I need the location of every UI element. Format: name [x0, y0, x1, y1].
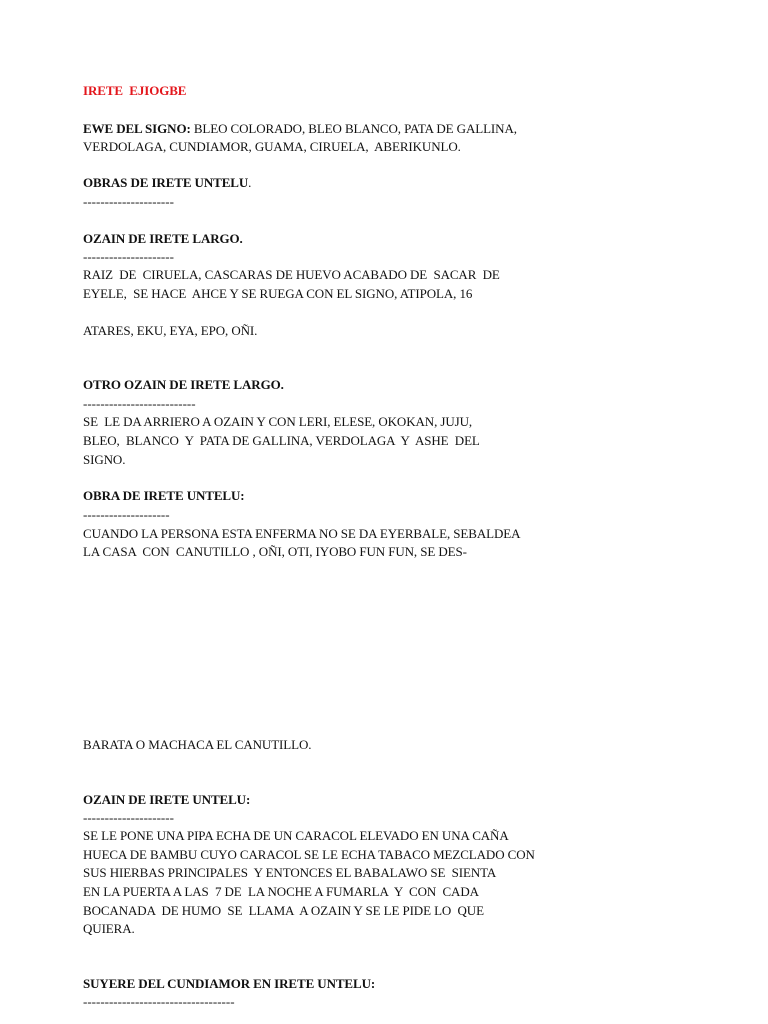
obra-untelu-line-3: BARATA O MACHACA EL CANUTILLO.: [83, 737, 312, 752]
divider-dashes: -----------------------------------: [83, 994, 235, 1009]
document-title: IRETE EJIOGBE: [83, 83, 187, 98]
obra-untelu-heading: OBRA DE IRETE UNTELU:: [83, 488, 245, 503]
ozain-untelu-heading: OZAIN DE IRETE UNTELU:: [83, 792, 251, 807]
otro-ozain-line-2: BLEO, BLANCO Y PATA DE GALLINA, VERDOLAGA Y ASHE DEL: [83, 433, 480, 448]
ozain-untelu-line-3: SUS HIERBAS PRINCIPALES Y ENTONCES EL BABALAWO SE SIENTA: [83, 865, 497, 880]
ozain-untelu-line-2: HUECA DE BAMBU CUYO CARACOL SE LE ECHA TABACO MEZCLADO CON: [83, 847, 535, 862]
ozain-largo-heading: OZAIN DE IRETE LARGO.: [83, 231, 243, 246]
suyere-heading: SUYERE DEL CUNDIAMOR EN IRETE UNTELU:: [83, 976, 376, 991]
ozain-untelu-line-6: QUIERA.: [83, 921, 135, 936]
ewe-text-1: BLEO COLORADO, BLEO BLANCO, PATA DE GALLINA,: [190, 121, 517, 136]
obras-period: .: [248, 175, 252, 190]
ewe-line-1: [83, 121, 517, 136]
ozain-untelu-line-5: BOCANADA DE HUMO SE LLAMA A OZAIN Y SE LE PIDE LO QUE: [83, 903, 484, 918]
ozain-largo-line-2: EYELE, SE HACE AHCE Y SE RUEGA CON EL SIGNO, ATIPOLA, 16: [83, 286, 473, 301]
otro-ozain-line-3: SIGNO.: [83, 452, 126, 467]
ozain-largo-line-1: RAIZ DE CIRUELA, CASCARAS DE HUEVO ACABADO DE SACAR DE: [83, 267, 500, 282]
obra-untelu-line-1: CUANDO LA PERSONA ESTA ENFERMA NO SE DA EYERBALE, SEBALDEA: [83, 526, 521, 541]
ewe-line-2: VERDOLAGA, CUNDIAMOR, GUAMA, CIRUELA, ABERIKUNLO.: [83, 139, 461, 154]
ewe-label: EWE DEL SIGNO:: [83, 121, 191, 136]
otro-ozain-heading: OTRO OZAIN DE IRETE LARGO.: [83, 377, 284, 392]
divider-dashes: ---------------------: [83, 810, 174, 825]
divider-dashes: ---------------------: [83, 249, 174, 264]
obra-untelu-line-2: LA CASA CON CANUTILLO , OÑI, OTI, IYOBO FUN FUN, SE DES-: [83, 544, 467, 559]
divider-dashes: --------------------------: [83, 396, 196, 411]
divider-dashes: ---------------------: [83, 194, 174, 209]
otro-ozain-line-1: SE LE DA ARRIERO A OZAIN Y CON LERI, ELESE, OKOKAN, JUJU,: [83, 414, 473, 429]
ozain-untelu-line-1: SE LE PONE UNA PIPA ECHA DE UN CARACOL ELEVADO EN UNA CAÑA: [83, 828, 509, 843]
ozain-untelu-line-4: EN LA PUERTA A LAS 7 DE LA NOCHE A FUMARLA Y CON CADA: [83, 884, 479, 899]
divider-dashes: --------------------: [83, 507, 170, 522]
ozain-largo-line-3: ATARES, EKU, EYA, EPO, OÑI.: [83, 323, 258, 338]
obras-heading-line: [83, 175, 251, 190]
obras-heading: OBRAS DE IRETE UNTELU: [83, 175, 249, 190]
